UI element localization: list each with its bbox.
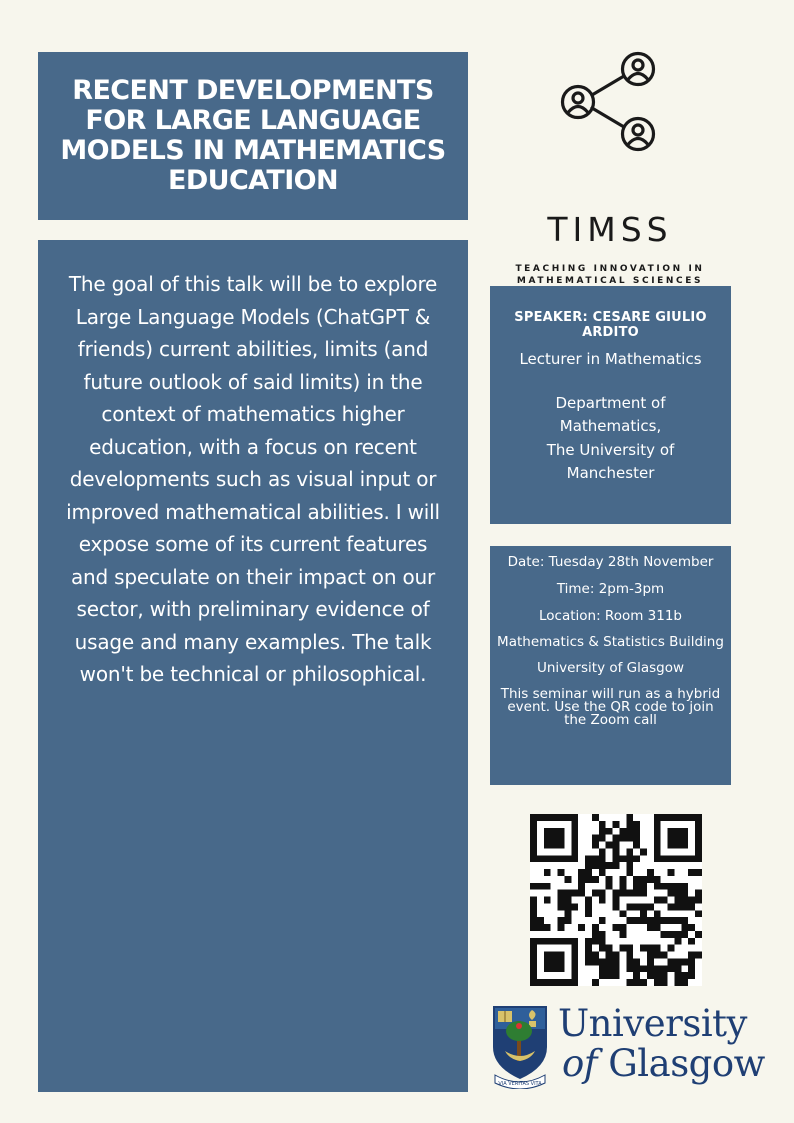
abstract-panel xyxy=(38,240,468,1092)
title-panel xyxy=(38,52,468,220)
speaker-name: SPEAKER: CESARE GIULIO ARDITO xyxy=(514,310,707,340)
hybrid-note: This seminar will run as a hybrid event. Use the QR code to join the Zoom call xyxy=(500,686,721,728)
event-building: Mathematics & Statistics Building xyxy=(497,634,724,650)
speaker-panel xyxy=(490,286,731,524)
talk-title: RECENT DEVELOPMENTS FOR LARGE LANGUAGE MODELS IN MATHEMATICS EDUCATION xyxy=(60,75,446,196)
event-location: Location: Room 311b xyxy=(538,608,682,624)
talk-abstract: The goal of this talk will be to explore Large Language Models (ChatGPT & friends) current abilities, limits (and future outlook of said limits) in the context of mathematics higher education, with a focus on recent developments such as visual input or improved mathematical abilities. I will expose some of its current features and speculate on their impact on our sector, with preliminary evidence of usage and many examples. The talk won't be technical or philosophical. xyxy=(66,272,440,686)
zoom-qr-code[interactable] xyxy=(530,814,702,986)
timss-subtitle: TEACHING INNOVATION IN MATHEMATICAL SCIENCES xyxy=(515,264,705,286)
university-crest-icon xyxy=(489,1003,551,1089)
uog-line1: University xyxy=(558,1002,747,1045)
network-people-icon xyxy=(560,46,660,156)
speaker-affiliation: Department of Mathematics, The University of Manchester xyxy=(546,393,675,482)
event-university: University of Glasgow xyxy=(536,660,685,676)
timss-wordmark: TIMSS xyxy=(547,210,673,249)
uog-line2 xyxy=(562,1044,765,1084)
uog-of: of xyxy=(562,1042,597,1085)
event-date: Date: Tuesday 28th November xyxy=(507,554,714,570)
uog-glasgow: Glasgow xyxy=(608,1042,765,1085)
university-wordmark xyxy=(558,1004,765,1084)
timss-logo xyxy=(490,44,730,286)
event-time: Time: 2pm-3pm xyxy=(556,581,665,597)
crest-motto: VIA VERITAS VITA xyxy=(498,1081,542,1087)
event-details-panel xyxy=(490,546,731,785)
speaker-role: Lecturer in Mathematics xyxy=(519,350,702,368)
